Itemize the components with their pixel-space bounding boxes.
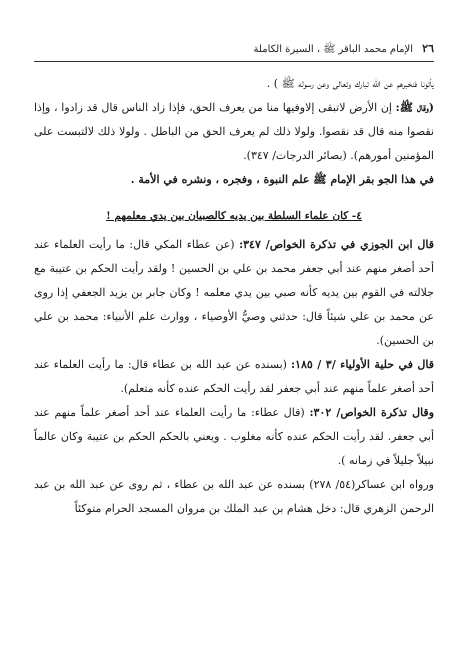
page-body (34, 72, 434, 521)
header-divider (34, 61, 434, 62)
source-citation: قال ابن الجوزي في تذكرة الخواص/ ٣٤٧: (239, 238, 434, 251)
source-text: (قال عطاء: ما رأيت العلماء عند أحد أصغر علماً منهم عند أبي جعفر. لقد رأيت الحكم عنده كأنه مغلوب . ويعني بالحكم الحكم بن عتيبة وكان عالماً نبيلاً جليلاً في زمانه ). (34, 406, 434, 467)
section-paragraph-2 (34, 353, 434, 401)
section-paragraph-3 (34, 401, 434, 473)
source-text: (عن عطاء المكي قال: ما رأيت العلماء عند أحد أصغر منهم عند أبي جعفر محمد بن علي بن الحسين ! ولقد رأيت الحكم بن عتيبة مع جلالته في القوم بين يديه كأنه صبي بين يدي معلمه ! وكان جابر بن يزيد الجعفي إذا روى عن محمد بن علي شيئاً قال: حدثني وصيُّ الأوصياء ، ووارث علم الأنبياء: محمد بن علي بن الحسين). (34, 238, 434, 347)
page-number: ٢٦ (422, 42, 434, 55)
paragraph-3: في هذا الجو بقر الإمام ﷺ علم النبوة ، وفجره ، ونشره في الأمة . (130, 173, 434, 186)
section-paragraph-1 (34, 233, 434, 353)
paragraph-1: يأتونا فنخبرهم عن الله تبارك وتعالى وعن رسوله ﷺ ) . (266, 77, 434, 90)
quote-intro: (وقال ﷺ: (395, 101, 434, 114)
section-paragraph-4: ورواه ابن عساكر(٥٤/ ٢٧٨) بسنده عن عبد الله بن عطاء ، ثم روى عن عبد الله بن عبد الرحمن الزهري قال: دخل هشام بن عبد الملك بن مروان المسجد الحرام متوكئاً (34, 478, 434, 515)
source-citation: وقال تذكرة الخواص/ ٣٠٢: (309, 406, 435, 419)
source-citation: قال في حلية الأولياء /٣ / ١٨٥: (291, 358, 435, 371)
paragraph-2 (34, 96, 434, 168)
section-heading: ٤- كان علماء السلطة بين يديه كالصبيان بين يدي معلمهم ! (106, 210, 362, 222)
quote-text: إن الأرض لاتبقى إلاوفيها منا من يعرف الحق، فإذا زاد الناس قال قد زادوا ، وإذا نقصوا منه قال قد نقصوا. ولولا ذلك لم يعرف الحق من الباطل . ولولا ذلك لالتبست على المؤمنين أمورهم). (بصائر الدرجات/ ٣٤٧). (34, 101, 434, 162)
source-text: (بسنده عن عبد الله بن عطاء قال: ما رأيت العلماء عند أحد أصغر علماً منهم عند أبي جعفر لقد رأيت الحكم عنده كأنه متعلم). (34, 358, 434, 395)
page-header (34, 42, 434, 60)
running-title: الإمام محمد الباقر ﷺ ، السيرة الكاملة (253, 44, 413, 55)
